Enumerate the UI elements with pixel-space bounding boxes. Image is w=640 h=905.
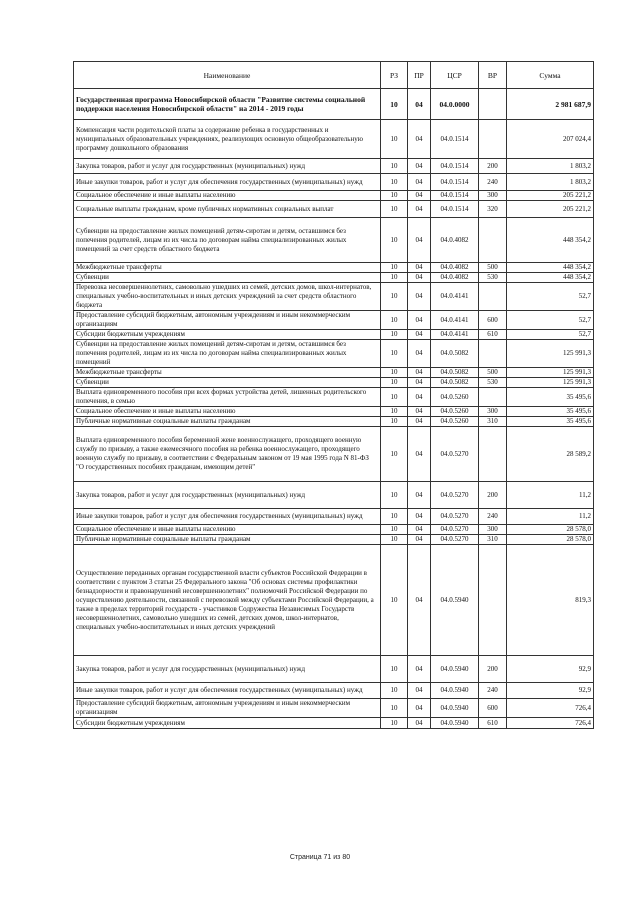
cell-sum: 448 354,2 [507, 218, 594, 263]
page-number: Страница 71 из 80 [289, 854, 351, 861]
cell-vr [479, 388, 507, 407]
cell-rz: 10 [381, 535, 408, 545]
table-row [74, 718, 594, 729]
cell-vr: 610 [479, 718, 507, 729]
cell-pr: 04 [408, 417, 431, 427]
cell-pr: 04 [408, 656, 431, 683]
cell-rz: 10 [381, 368, 408, 378]
table-row [74, 330, 594, 340]
table-row [74, 174, 594, 191]
table-row [74, 482, 594, 509]
cell-csr: 04.0.4141 [431, 330, 479, 340]
table-row [74, 89, 594, 120]
cell-vr: 240 [479, 683, 507, 699]
table-row [74, 683, 594, 699]
cell-rz: 10 [381, 417, 408, 427]
cell-rz: 10 [381, 330, 408, 340]
cell-name: Межбюджетные трансферты [74, 263, 381, 273]
cell-rz: 10 [381, 699, 408, 718]
cell-name: Межбюджетные трансферты [74, 368, 381, 378]
cell-sum: 28 578,0 [507, 525, 594, 535]
cell-name: Социальное обеспечение и иные выплаты населению [74, 191, 381, 201]
cell-name: Субсидии бюджетным учреждениям [74, 330, 381, 340]
cell-csr: 04.0.1514 [431, 174, 479, 191]
cell-csr: 04.0.1514 [431, 120, 479, 159]
cell-rz: 10 [381, 378, 408, 388]
cell-vr: 240 [479, 174, 507, 191]
cell-rz: 10 [381, 545, 408, 656]
cell-vr [479, 218, 507, 263]
cell-rz: 10 [381, 509, 408, 525]
cell-name: Выплата единовременного пособия беременной жене военнослужащего, проходящего военную службу по призыву, а также ежемесячного пособия на ребенка военнослужащего, проходящего военную службу по призыву, в соответствии с Федеральным законом от 19 мая 1995 года N 81-ФЗ "О государственных пособиях гражданам, имеющим детей" [74, 427, 381, 482]
cell-csr: 04.0.4141 [431, 311, 479, 330]
cell-csr: 04.0.5082 [431, 340, 479, 368]
table-row [74, 191, 594, 201]
table-row [74, 120, 594, 159]
cell-sum: 448 354,2 [507, 273, 594, 283]
cell-name: Социальное обеспечение и иные выплаты населению [74, 407, 381, 417]
cell-sum: 205 221,2 [507, 191, 594, 201]
cell-pr: 04 [408, 283, 431, 311]
cell-name: Субвенции [74, 273, 381, 283]
table-row [74, 159, 594, 174]
cell-pr: 04 [408, 482, 431, 509]
cell-name: Осуществление переданных органам государственной власти субъектов Российской Федерации в соответствии с пунктом 3 статьи 25 Федерального закона "Об основах системы профилактики безнадзорности и правонарушений несовершеннолетних" полномочий Российской Федерации по осуществлению деятельности, связанной с перевозкой между субъектами Российской Федерации, а также в пределах территорий государств - участников Содружества Независимых Государств несовершеннолетних, самовольно ушедших из семей, детских домов, школ-интернатов, специальных учебно-воспитательных и иных детских учреждений [74, 545, 381, 656]
cell-csr: 04.0.5260 [431, 388, 479, 407]
cell-sum: 125 991,3 [507, 340, 594, 368]
cell-rz: 10 [381, 174, 408, 191]
cell-name: Государственная программа Новосибирской области "Развитие системы социальной поддержки населения Новосибирской области" на 2014 - 2019 годы [74, 89, 381, 120]
cell-pr: 04 [408, 159, 431, 174]
table-row [74, 218, 594, 263]
cell-sum: 726,4 [507, 699, 594, 718]
cell-vr: 310 [479, 535, 507, 545]
cell-rz: 10 [381, 683, 408, 699]
cell-sum: 11,2 [507, 482, 594, 509]
cell-csr: 04.0.5082 [431, 368, 479, 378]
cell-csr: 04.0.5270 [431, 427, 479, 482]
cell-csr: 04.0.4082 [431, 273, 479, 283]
cell-vr: 500 [479, 368, 507, 378]
cell-vr: 200 [479, 159, 507, 174]
cell-sum: 11,2 [507, 509, 594, 525]
cell-pr: 04 [408, 427, 431, 482]
cell-sum: 92,9 [507, 656, 594, 683]
cell-csr: 04.0.5270 [431, 482, 479, 509]
budget-table [73, 61, 594, 729]
cell-pr: 04 [408, 525, 431, 535]
column-header-sum: Сумма [507, 62, 594, 89]
cell-csr: 04.0.5260 [431, 417, 479, 427]
cell-rz: 10 [381, 482, 408, 509]
cell-rz: 10 [381, 159, 408, 174]
cell-vr [479, 89, 507, 120]
cell-pr: 04 [408, 191, 431, 201]
cell-csr: 04.0.5940 [431, 683, 479, 699]
table-body [74, 89, 594, 729]
cell-pr: 04 [408, 120, 431, 159]
cell-name: Иные закупки товаров, работ и услуг для обеспечения государственных (муниципальных) нужд [74, 174, 381, 191]
cell-csr: 04.0.1514 [431, 159, 479, 174]
cell-name: Субвенции на предоставление жилых помещений детям-сиротам и детям, оставшимся без попечения родителей, лицам из их числа по договорам найма специализированных жилых помещений за счет средств областного бюджета [74, 218, 381, 263]
cell-rz: 10 [381, 656, 408, 683]
cell-rz: 10 [381, 263, 408, 273]
cell-csr: 04.0.1514 [431, 201, 479, 218]
cell-pr: 04 [408, 263, 431, 273]
cell-name: Субвенции [74, 378, 381, 388]
cell-pr: 04 [408, 407, 431, 417]
cell-pr: 04 [408, 330, 431, 340]
cell-vr: 300 [479, 407, 507, 417]
cell-sum: 52,7 [507, 283, 594, 311]
table-row [74, 535, 594, 545]
cell-vr [479, 120, 507, 159]
cell-sum: 35 495,6 [507, 417, 594, 427]
table-row [74, 368, 594, 378]
cell-vr: 600 [479, 699, 507, 718]
cell-sum: 35 495,6 [507, 388, 594, 407]
table-row [74, 263, 594, 273]
cell-sum: 819,3 [507, 545, 594, 656]
cell-rz: 10 [381, 311, 408, 330]
cell-vr: 530 [479, 273, 507, 283]
cell-pr: 04 [408, 683, 431, 699]
cell-pr: 04 [408, 535, 431, 545]
column-header-rz: РЗ [381, 62, 408, 89]
cell-csr: 04.0.5940 [431, 699, 479, 718]
cell-name: Публичные нормативные социальные выплаты гражданам [74, 535, 381, 545]
cell-csr: 04.0.5940 [431, 656, 479, 683]
cell-csr: 04.0.4141 [431, 283, 479, 311]
cell-vr: 610 [479, 330, 507, 340]
cell-csr: 04.0.4082 [431, 263, 479, 273]
cell-vr [479, 340, 507, 368]
cell-rz: 10 [381, 201, 408, 218]
cell-pr: 04 [408, 509, 431, 525]
cell-name: Предоставление субсидий бюджетным, автономным учреждениям и иным некоммерческим организациям [74, 699, 381, 718]
cell-pr: 04 [408, 89, 431, 120]
cell-pr: 04 [408, 718, 431, 729]
cell-pr: 04 [408, 201, 431, 218]
cell-name: Публичные нормативные социальные выплаты гражданам [74, 417, 381, 427]
cell-sum: 448 354,2 [507, 263, 594, 273]
cell-rz: 10 [381, 340, 408, 368]
cell-name: Субвенции на предоставление жилых помещений детям-сиротам и детям, оставшимся без попечения родителей, лицам из их числа по договорам найма специализированных жилых помещений [74, 340, 381, 368]
cell-rz: 10 [381, 427, 408, 482]
cell-vr: 300 [479, 525, 507, 535]
table-row [74, 311, 594, 330]
cell-name: Иные закупки товаров, работ и услуг для обеспечения государственных (муниципальных) нужд [74, 509, 381, 525]
cell-csr: 04.0.0000 [431, 89, 479, 120]
cell-vr [479, 545, 507, 656]
cell-sum: 92,9 [507, 683, 594, 699]
table-row [74, 656, 594, 683]
cell-name: Субсидии бюджетным учреждениям [74, 718, 381, 729]
cell-rz: 10 [381, 388, 408, 407]
cell-sum: 1 803,2 [507, 174, 594, 191]
cell-vr [479, 427, 507, 482]
cell-sum: 125 991,3 [507, 378, 594, 388]
cell-rz: 10 [381, 718, 408, 729]
table-row [74, 427, 594, 482]
cell-name: Закупка товаров, работ и услуг для государственных (муниципальных) нужд [74, 656, 381, 683]
cell-csr: 04.0.5940 [431, 718, 479, 729]
cell-csr: 04.0.5260 [431, 407, 479, 417]
cell-pr: 04 [408, 218, 431, 263]
cell-name: Компенсация части родительской платы за содержание ребенка в государственных и муниципальных образовательных учреждениях, реализующих основную общеобразовательную программу дошкольного образования [74, 120, 381, 159]
cell-vr: 320 [479, 201, 507, 218]
cell-csr: 04.0.1514 [431, 191, 479, 201]
cell-sum: 207 024,4 [507, 120, 594, 159]
table-header-row [74, 62, 594, 89]
cell-pr: 04 [408, 273, 431, 283]
column-header-csr: ЦСР [431, 62, 479, 89]
cell-rz: 10 [381, 273, 408, 283]
cell-vr: 200 [479, 482, 507, 509]
cell-name: Выплата единовременного пособия при всех формах устройства детей, лишенных родительского попечения, в семью [74, 388, 381, 407]
cell-rz: 10 [381, 218, 408, 263]
table-row [74, 388, 594, 407]
cell-sum: 28 589,2 [507, 427, 594, 482]
cell-csr: 04.0.5940 [431, 545, 479, 656]
table-row [74, 525, 594, 535]
cell-vr: 240 [479, 509, 507, 525]
cell-sum: 2 981 687,9 [507, 89, 594, 120]
cell-name: Закупка товаров, работ и услуг для государственных (муниципальных) нужд [74, 159, 381, 174]
cell-sum: 35 495,6 [507, 407, 594, 417]
cell-sum: 52,7 [507, 311, 594, 330]
cell-pr: 04 [408, 699, 431, 718]
cell-vr: 200 [479, 656, 507, 683]
cell-sum: 28 578,0 [507, 535, 594, 545]
cell-name: Перевозка несовершеннолетних, самовольно ушедших из семей, детских домов, школ-интернатов, специальных учебно-воспитательных и иных детских учреждений за счет средств областного бюджета [74, 283, 381, 311]
cell-rz: 10 [381, 191, 408, 201]
cell-rz: 10 [381, 283, 408, 311]
column-header-name: Наименование [74, 62, 381, 89]
cell-rz: 10 [381, 120, 408, 159]
table-row [74, 201, 594, 218]
column-header-pr: ПР [408, 62, 431, 89]
cell-vr [479, 283, 507, 311]
cell-vr: 500 [479, 263, 507, 273]
table-row [74, 417, 594, 427]
cell-sum: 125 991,3 [507, 368, 594, 378]
cell-name: Иные закупки товаров, работ и услуг для обеспечения государственных (муниципальных) нужд [74, 683, 381, 699]
column-header-vr: ВР [479, 62, 507, 89]
table-row [74, 340, 594, 368]
cell-name: Закупка товаров, работ и услуг для государственных (муниципальных) нужд [74, 482, 381, 509]
cell-name: Предоставление субсидий бюджетным, автономным учреждениям и иным некоммерческим организациям [74, 311, 381, 330]
cell-sum: 205 221,2 [507, 201, 594, 218]
cell-pr: 04 [408, 368, 431, 378]
cell-name: Социальные выплаты гражданам, кроме публичных нормативных социальных выплат [74, 201, 381, 218]
cell-sum: 52,7 [507, 330, 594, 340]
cell-rz: 10 [381, 525, 408, 535]
cell-pr: 04 [408, 545, 431, 656]
table-row [74, 407, 594, 417]
cell-vr: 600 [479, 311, 507, 330]
cell-csr: 04.0.5270 [431, 525, 479, 535]
cell-name: Социальное обеспечение и иные выплаты населению [74, 525, 381, 535]
cell-csr: 04.0.4082 [431, 218, 479, 263]
table-row [74, 509, 594, 525]
table-row [74, 283, 594, 311]
cell-rz: 10 [381, 89, 408, 120]
cell-pr: 04 [408, 174, 431, 191]
cell-vr: 310 [479, 417, 507, 427]
cell-pr: 04 [408, 311, 431, 330]
cell-rz: 10 [381, 407, 408, 417]
cell-csr: 04.0.5082 [431, 378, 479, 388]
table-row [74, 378, 594, 388]
cell-csr: 04.0.5270 [431, 535, 479, 545]
cell-sum: 1 803,2 [507, 159, 594, 174]
cell-pr: 04 [408, 388, 431, 407]
table-row [74, 545, 594, 656]
cell-sum: 726,4 [507, 718, 594, 729]
cell-pr: 04 [408, 340, 431, 368]
table-row [74, 699, 594, 718]
cell-vr: 300 [479, 191, 507, 201]
table-row [74, 273, 594, 283]
cell-vr: 530 [479, 378, 507, 388]
cell-csr: 04.0.5270 [431, 509, 479, 525]
cell-pr: 04 [408, 378, 431, 388]
